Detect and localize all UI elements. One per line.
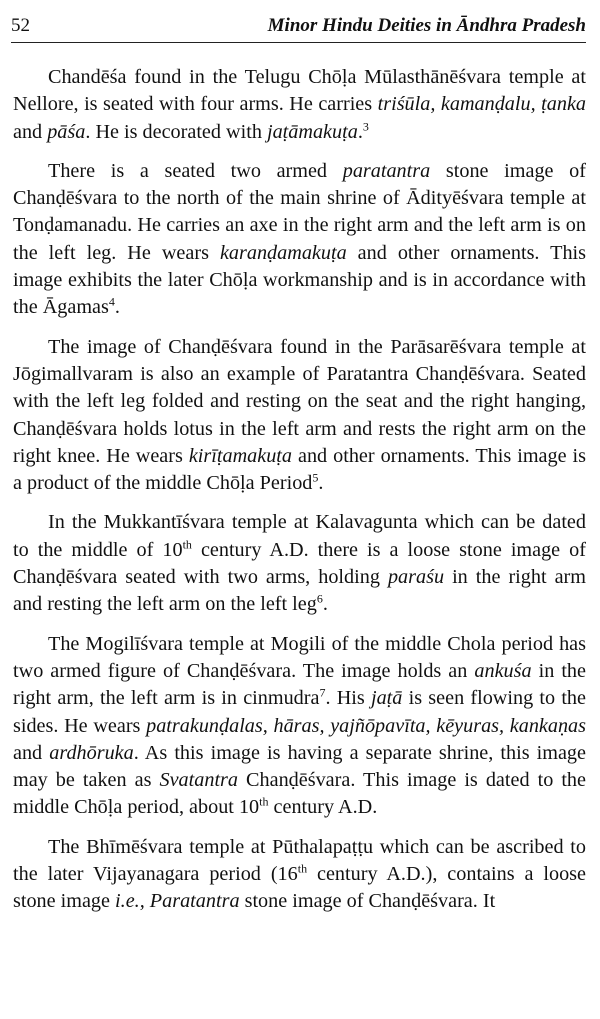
paragraph-text: . He is decorated with [85,120,267,143]
paragraph-text: century A.D. there is a loose stone image of Chanḍēśvara seated with two arms, holding [13,538,586,589]
paragraph-6 [13,834,586,916]
paragraph-text: in the right arm and resting the left arm on the left leg [13,566,586,616]
footnote-marker: 5 [312,470,319,485]
italic-term: karanḍamakuṭa [219,241,347,264]
paragraph-text: . [318,472,324,495]
italic-term: Svatantra [159,769,239,792]
paragraph-text: . [322,593,328,616]
paragraph-text: The Bhīmēśvara temple at Pūthalapaṭṭu which can be ascribed to the later Vijayanagara period (16 [13,835,586,886]
footnote-marker: 4 [108,294,115,309]
page-number: 52 [11,15,30,36]
paragraph-text: The Mogilīśvara temple at Mogili of the middle Chola period has two armed figure of Chanḍēśvara. The image holds an [13,632,586,682]
paragraph-text: in the right arm, the left arm is in cinmudra [13,659,586,710]
paragraph-text: Chanḍēśvara. This image is dated to the middle Chōḷa period, about 10 [13,769,586,819]
paragraph-text: In the Mukkantīśvara temple at Kalavagunta which can be dated to the middle of 10 [13,511,586,561]
italic-term: paratantra [342,159,431,182]
italic-term: kirīṭamakuṭa [188,444,293,467]
italic-term: patrakunḍalas, hāras, yajñōpavīta, kēyuras, kankaṇas [146,714,587,737]
paragraph-3 [13,334,586,498]
paragraph-text: and other ornaments. This image exhibits the later Chōḷa workmanship and is in accordance with the Āgamas [13,241,587,319]
italic-term: pāśa [47,120,86,143]
paragraph-text: . As this image is having a separate shrine, this image may be taken as [13,741,586,792]
paragraph-5 [13,631,586,822]
footnote-marker: 7 [319,685,326,700]
paragraph-text: and other ornaments. This image is a product of the middle Chōḷa Period [13,444,586,495]
paragraph-4 [13,509,586,618]
paragraph-text: and [13,741,50,764]
paragraph-text: . His [325,687,371,710]
italic-term: triśūla, kamanḍalu, [377,93,536,116]
page-header [11,14,586,43]
paragraph-text: is seen flowing to the sides. He wears [13,687,586,737]
italic-term: i.e., Paratantra [115,890,240,913]
superscript-th: th [182,537,192,552]
body-text [13,64,586,928]
paragraph-text: . [357,120,363,143]
paragraph-text: and [13,120,48,143]
footnote-marker: 6 [316,591,323,606]
paragraph-text: stone image of Chanḍēśvara. It [239,890,496,913]
paragraph-text: century A.D. [268,796,378,819]
paragraph-text: There is a seated two armed [48,159,343,182]
italic-term: ṭanka [541,93,587,116]
italic-term: jaṭāmakuṭa [266,120,358,143]
italic-term: paraśu [387,566,445,589]
paragraph-text: . [114,296,120,319]
paragraph-text: Chandēśa found in the Telugu Chōḷa Mūlasthānēśvara temple at Nellore, is seated with four arms. He carries [13,66,586,116]
paragraph-text: century A.D.), contains a loose stone image [13,863,586,913]
paragraph-2 [13,158,586,322]
paragraph-text: The image of Chanḍēśvara found in the Parāsarēśvara temple at Jōgimallvaram is also an example of Paratantra Chanḍēśvara. Seated with the left leg folded and resting on the seat and the right hanging, Chanḍēśvara holds lotus in the left arm and rests the right arm on the right knee. He wears [13,335,586,467]
superscript-th: th [259,794,269,809]
superscript-th: th [297,861,308,876]
footnote-marker: 3 [362,118,369,133]
paragraph-text: stone image of Chanḍēśvara to the north of the main shrine of Ādityēśvara temple at Tonḍamanadu. He carries an axe in the right arm and the left arm is on the left leg. He wears [13,159,586,264]
running-title: Minor Hindu Deities in Āndhra Pradesh [267,15,586,36]
italic-term: ardhōruka [49,741,134,764]
paragraph-1 [13,64,586,146]
italic-term: jaṭā [370,687,403,710]
italic-term: ankuśa [474,659,532,682]
